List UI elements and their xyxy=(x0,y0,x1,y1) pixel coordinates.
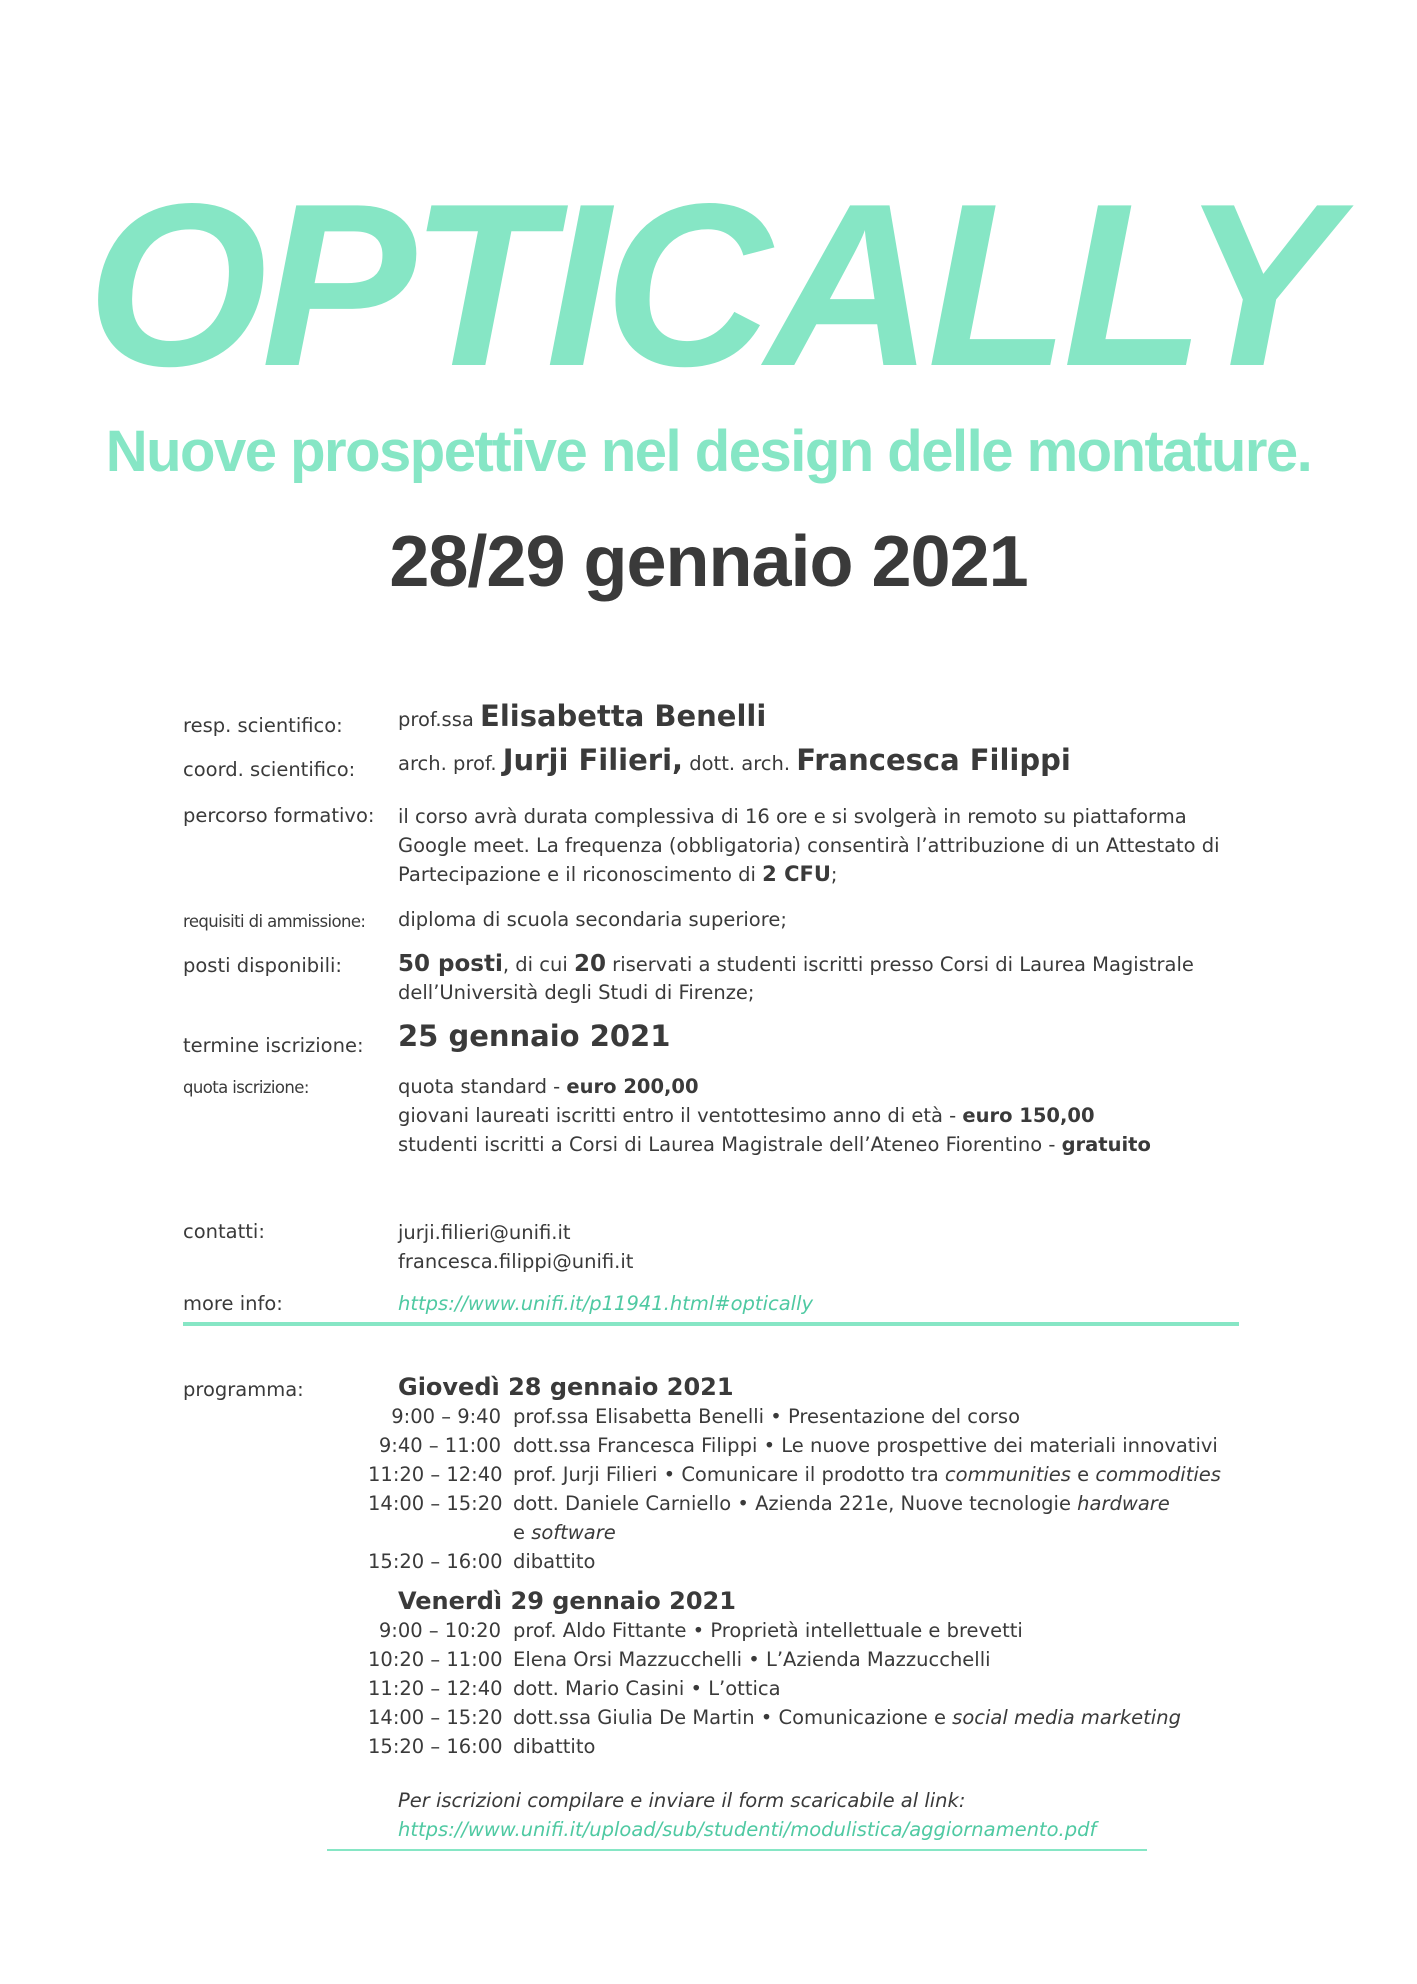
quota-standard-price: euro 200,00 xyxy=(566,1075,699,1098)
coord-name-1: Jurji Filieri, xyxy=(502,743,684,777)
coord-name-2: Francesca Filippi xyxy=(796,743,1071,777)
session-time: 9:00 – 10:20 xyxy=(378,1619,501,1642)
footer-note: Per iscrizioni compilare e inviare il form scaricabile al link: xyxy=(398,1789,966,1812)
quota-studenti-price: gratuito xyxy=(1061,1133,1151,1156)
session-topic-italic: commodities xyxy=(1095,1463,1221,1486)
quota-studenti-text: studenti iscritti a Corsi di Laurea Magistrale dell’Ateneo Fiorentino - xyxy=(398,1133,1056,1156)
coord-label: coord. scientifico: xyxy=(183,758,356,781)
percorso-text: il corso avrà durata complessiva di 16 ore e si svolgerà in remoto su piattaforma Google meet. La frequenza (obbligatoria) consentirà l’attribuzione di un Attestato di Partecipazione e il riconoscimento di xyxy=(398,805,1220,886)
session-topic: L’ottica xyxy=(708,1677,781,1700)
coord-prefix-1: arch. prof. xyxy=(398,752,497,775)
programma-label: programma: xyxy=(183,1378,304,1401)
quota-standard-text: quota standard - xyxy=(398,1075,561,1098)
contatti-value xyxy=(398,1218,1298,1276)
termine-value xyxy=(398,1019,1298,1054)
session-time: 9:40 – 11:00 xyxy=(378,1434,501,1457)
termine-date: 25 gennaio 2021 xyxy=(398,1019,671,1053)
schedule-row xyxy=(368,1732,1258,1761)
session-topic-italic: software xyxy=(531,1521,616,1544)
quota-giovani-text: giovani laureati iscritti entro il ventottesimo anno di età - xyxy=(398,1104,957,1127)
session-speaker: prof. Aldo Fittante xyxy=(513,1619,687,1642)
quota-label: quota iscrizione: xyxy=(183,1078,309,1097)
resp-name: Elisabetta Benelli xyxy=(480,699,767,733)
contatti-label: contatti: xyxy=(183,1220,265,1243)
bullet-separator: • xyxy=(737,1492,749,1515)
session-time: 11:20 – 12:40 xyxy=(368,1463,503,1486)
posti-riservati: 20 xyxy=(573,951,606,977)
session-speaker: Elena Orsi Mazzucchelli xyxy=(513,1648,743,1671)
session-topic: dibattito xyxy=(513,1550,596,1573)
section-divider xyxy=(183,1322,1239,1326)
posti-value xyxy=(398,950,1258,1007)
bullet-separator: • xyxy=(760,1706,773,1729)
resp-label: resp. scientifico: xyxy=(183,714,343,737)
percorso-value xyxy=(398,802,1258,889)
coord-prefix-2: dott. arch. xyxy=(689,752,791,775)
session-topic: Le nuove prospettive dei materiali innovativi xyxy=(781,1434,1218,1457)
moreinfo-label: more info: xyxy=(183,1292,283,1315)
quota-list xyxy=(398,1072,1298,1159)
requisiti-label: requisiti di ammissione: xyxy=(183,912,366,931)
email-francesca[interactable]: francesca.filippi@unifi.it xyxy=(398,1250,634,1273)
session-topic: Presentazione del corso xyxy=(788,1405,1021,1428)
coord-value xyxy=(398,743,1298,778)
schedule-row xyxy=(368,1645,1258,1674)
session-topic: dibattito xyxy=(513,1735,596,1758)
session-time: 15:20 – 16:00 xyxy=(368,1550,503,1573)
session-speaker: prof.ssa Elisabetta Benelli xyxy=(513,1405,765,1428)
quota-giovani-price: euro 150,00 xyxy=(962,1104,1095,1127)
session-time: 9:00 – 9:40 xyxy=(391,1405,501,1428)
session-speaker: dott.ssa Giulia De Martin xyxy=(513,1706,755,1729)
quota-row-studenti xyxy=(398,1130,1298,1159)
session-speaker: dott. Mario Casini xyxy=(513,1677,685,1700)
resp-value xyxy=(398,699,1298,734)
day1-heading: Giovedì 28 gennaio 2021 xyxy=(398,1373,734,1401)
bullet-separator: • xyxy=(748,1648,760,1671)
bullet-separator: • xyxy=(763,1434,776,1457)
termine-label: termine iscrizione: xyxy=(183,1034,364,1057)
bullet-separator: • xyxy=(692,1619,705,1642)
percorso-label: percorso formativo: xyxy=(183,804,375,827)
session-topic-italic: communities xyxy=(944,1463,1071,1486)
session-time: 11:20 – 12:40 xyxy=(368,1677,503,1700)
footer-link[interactable]: https://www.unifi.it/upload/sub/studenti/modulistica/aggiornamento.pdf xyxy=(398,1818,1097,1841)
session-topic: Comunicazione e xyxy=(778,1706,946,1729)
event-date: 28/29 gennaio 2021 xyxy=(389,522,1028,602)
quota-row-standard xyxy=(398,1072,1298,1101)
session-topic-italic: social media marketing xyxy=(952,1706,1181,1729)
session-time: 14:00 – 15:20 xyxy=(368,1706,503,1729)
schedule-row xyxy=(368,1703,1258,1732)
footer xyxy=(398,1786,1298,1844)
session-topic: Azienda 221e, Nuove tecnologie xyxy=(755,1492,1071,1515)
session-speaker: dott. Daniele Carniello xyxy=(513,1492,732,1515)
moreinfo-link[interactable]: https://www.unifi.it/p11941.html#optically xyxy=(398,1292,814,1315)
programma-day1 xyxy=(368,1372,1258,1761)
posti-label: posti disponibili: xyxy=(183,954,342,977)
bullet-separator: • xyxy=(770,1405,782,1428)
session-speaker: prof. Jurji Filieri xyxy=(513,1463,658,1486)
session-time: 10:20 – 11:00 xyxy=(368,1648,503,1671)
session-time: 14:00 – 15:20 xyxy=(368,1492,503,1515)
percorso-cfu: 2 CFU xyxy=(762,862,831,886)
schedule-row xyxy=(368,1402,1258,1431)
schedule-row xyxy=(368,1547,1258,1576)
session-speaker: dott.ssa Francesca Filippi xyxy=(513,1434,758,1457)
main-title: OPTICALLY xyxy=(86,156,1331,415)
percorso-end: ; xyxy=(830,863,838,886)
bullet-separator: • xyxy=(663,1463,676,1486)
session-time: 15:20 – 16:00 xyxy=(368,1735,503,1758)
schedule-row xyxy=(368,1489,1258,1547)
bullet-separator: • xyxy=(690,1677,702,1700)
email-jurji[interactable]: jurji.filieri@unifi.it xyxy=(398,1221,571,1244)
session-topic: L’Azienda Mazzucchelli xyxy=(765,1648,991,1671)
session-topic: Proprietà intellettuale e brevetti xyxy=(710,1619,1023,1642)
schedule-row xyxy=(368,1674,1258,1703)
session-topic: Comunicare il prodotto tra xyxy=(681,1463,939,1486)
session-topic: e xyxy=(1077,1463,1090,1486)
schedule-row xyxy=(368,1431,1258,1460)
schedule-row xyxy=(368,1460,1258,1489)
session-topic-italic: hardware xyxy=(1077,1492,1170,1515)
posti-mid: , di cui xyxy=(502,953,568,976)
quota-row-giovani xyxy=(398,1101,1298,1130)
schedule-row xyxy=(368,1616,1258,1645)
footer-divider xyxy=(327,1849,1147,1851)
posti-text: riservati a studenti iscritti presso Corsi di Laurea Magistrale dell’Università degli Studi di Firenze; xyxy=(398,953,1194,1004)
subtitle: Nuove prospettive nel design delle montature. xyxy=(105,419,1312,484)
posti-num: 50 posti xyxy=(398,951,503,977)
requisiti-value: diploma di scuola secondaria superiore; xyxy=(398,908,787,931)
resp-prefix: prof.ssa xyxy=(398,708,474,731)
session-topic: e xyxy=(513,1521,525,1544)
day2-heading: Venerdì 29 gennaio 2021 xyxy=(398,1587,736,1615)
